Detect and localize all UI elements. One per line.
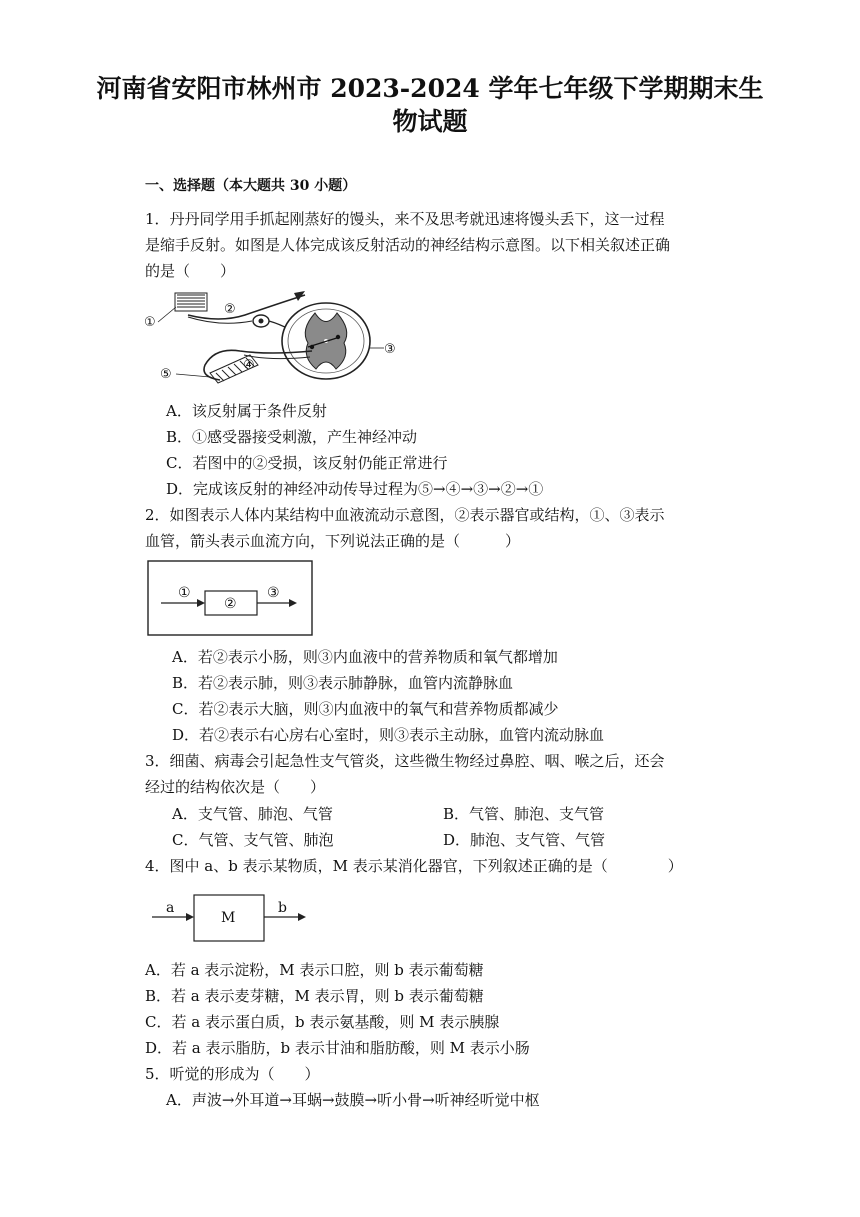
fig1-label-4: ④: [243, 358, 255, 373]
q1-option-d: D．完成该反射的神经冲动传导过程为⑤→④→③→②→①: [166, 480, 544, 498]
receptor-skin-hatch: [175, 293, 207, 311]
fig1-label-3: ③: [384, 342, 396, 357]
q4-option-c: C．若 a 表示蛋白质，b 表示氨基酸，则 M 表示胰腺: [145, 1013, 500, 1031]
q3-option-b: B．气管、肺泡、支气管: [443, 805, 605, 823]
fig4-label-b: b: [278, 900, 287, 916]
q5-stem: 5．听觉的形成为（ ）: [145, 1065, 320, 1083]
q2-option-a: A．若②表示小肠，则③内血液中的营养物质和氧气都增加: [172, 648, 558, 666]
q5-option-a: A．声波→外耳道→耳蜗→鼓膜→听小骨→听神经听觉中枢: [166, 1091, 540, 1109]
fig1-label-1: ①: [144, 315, 156, 330]
page-title-line2: 物试题: [392, 107, 468, 136]
q4-stem: 4．图中 a、b 表示某物质，M 表示某消化器官，下列叙述正确的是（ ）: [145, 857, 683, 875]
q4-option-b: B．若 a 表示麦芽糖，M 表示胃，则 b 表示葡萄糖: [145, 987, 484, 1005]
q2-blood-flow-figure: [147, 560, 313, 636]
q1-option-c: C．若图中的②受损，该反射仍能正常进行: [166, 454, 448, 472]
fig4-label-a: a: [166, 900, 175, 916]
section-heading: 一、选择题（本大题共 30 小题）: [145, 178, 357, 194]
q2-stem-line2: 血管，箭头表示血流方向，下列说法正确的是（ ）: [145, 532, 521, 550]
spinal-cord-section: [282, 303, 370, 379]
q2-option-b: B．若②表示肺，则③表示肺静脉，血管内流静脉血: [172, 674, 514, 692]
q1-reflex-arc-figure: [140, 285, 410, 390]
fig2-label-3: ③: [267, 585, 280, 601]
q4-option-d: D．若 a 表示脂肪，b 表示甘油和脂肪酸，则 M 表示小肠: [145, 1039, 530, 1057]
q1-stem-line3: 的是（ ）: [145, 262, 236, 280]
fig4-label-m: M: [221, 910, 236, 926]
q2-option-d: D．若②表示右心房右心室时，则③表示主动脉，血管内流动脉血: [172, 726, 605, 744]
q3-option-d: D．肺泡、支气管、气管: [443, 831, 606, 849]
q2-stem-line1: 2．如图表示人体内某结构中血液流动示意图，②表示器官或结构，①、③表示: [145, 506, 665, 524]
sensory-nerve-path: [188, 295, 305, 319]
q1-stem-line2: 是缩手反射。如图是人体完成该反射活动的神经结构示意图。以下相关叙述正确: [145, 236, 671, 254]
q3-stem-line2: 经过的结构依次是（ ）: [145, 778, 326, 796]
fig1-label-2: ②: [224, 302, 236, 317]
q3-stem-line1: 3．细菌、病毒会引起急性支气管炎，这些微生物经过鼻腔、咽、喉之后，还会: [145, 752, 665, 770]
q1-option-a: A．该反射属于条件反射: [166, 402, 327, 420]
page-title-line1: 河南省安阳市林州市 2023-2024 学年七年级下学期期末生: [96, 74, 764, 103]
q1-stem-line1: 1．丹丹同学用手抓起刚蒸好的馒头，来不及思考就迅速将馒头丢下，这一过程: [145, 210, 665, 228]
q3-option-a: A．支气管、肺泡、气管: [172, 805, 333, 823]
q4-digestion-figure: [150, 890, 315, 946]
fig1-label-5: ⑤: [160, 367, 172, 382]
q3-option-c: C．气管、支气管、肺泡: [172, 831, 334, 849]
q2-option-c: C．若②表示大脑，则③内血液中的氧气和营养物质都减少: [172, 700, 559, 718]
fig2-label-2: ②: [224, 596, 237, 612]
fig2-label-1: ①: [178, 585, 191, 601]
q1-option-b: B．①感受器接受刺激，产生神经冲动: [166, 428, 418, 446]
q4-option-a: A．若 a 表示淀粉，M 表示口腔，则 b 表示葡萄糖: [145, 961, 484, 979]
